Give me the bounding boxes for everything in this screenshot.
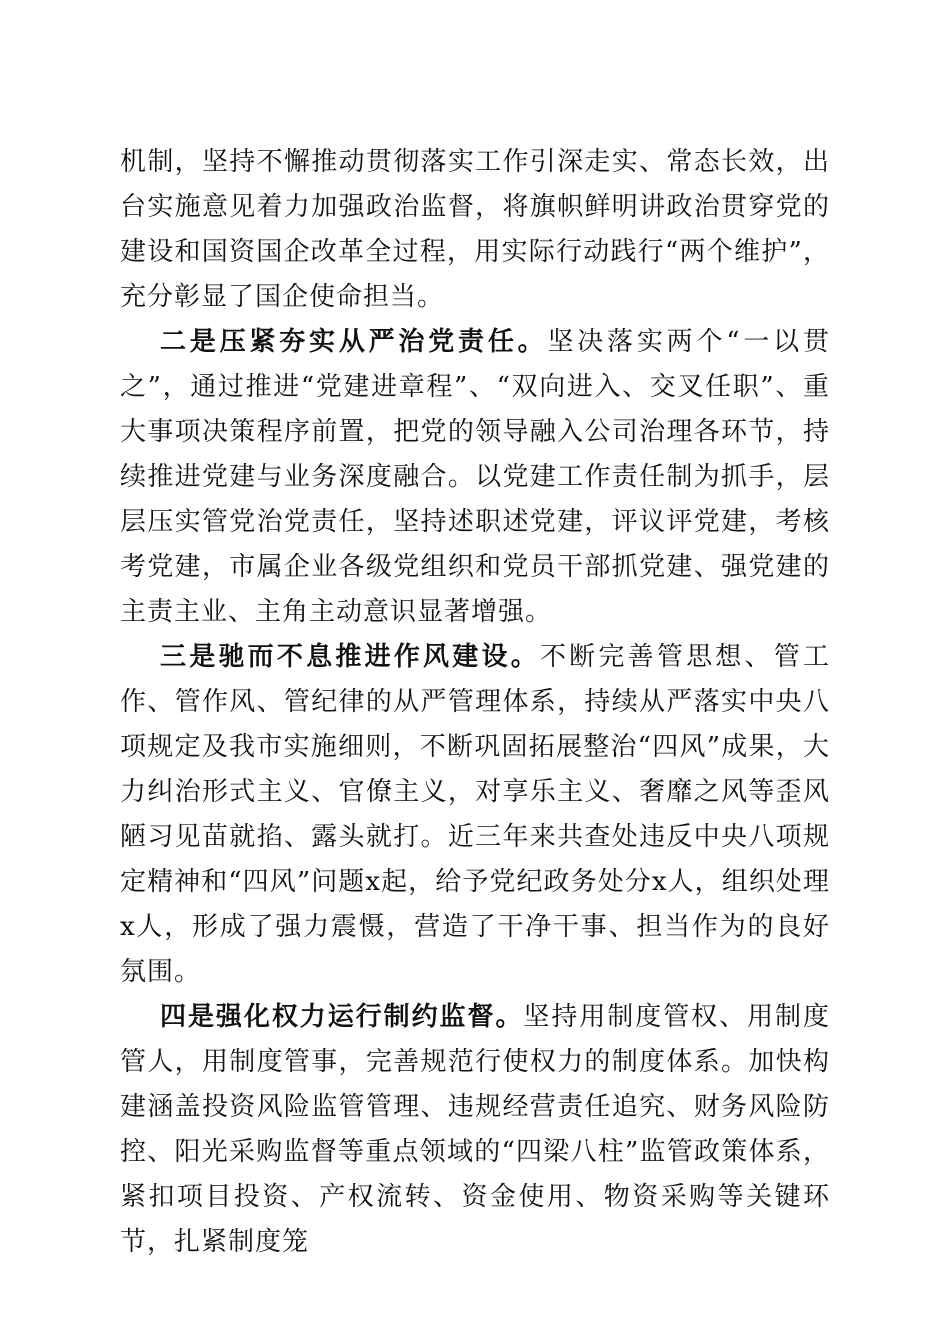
- paragraph-4-heading: 四是强化权力运行制约监督。: [160, 1002, 524, 1032]
- paragraph-1: [120, 140, 830, 320]
- paragraph-3: [120, 635, 830, 995]
- paragraph-2: [120, 320, 830, 635]
- paragraph-2-text: 坚决落实两个“一以贯之”，通过推进“党建进章程”、“双向进入、交叉任职”、重大事项决策程序前置，把党的领导融入公司治理各环节，持续推进党建与业务深度融合。以党建工作责任制为抓手，层层压实管党治党责任，坚持述职述党建，评议评党建，考核考党建，市属企业各级党组织和党员干部抓党建、强党建的主责主业、主角主动意识显著增强。: [120, 327, 830, 627]
- paragraph-2-heading: 二是压紧夯实从严治党责任。: [160, 327, 548, 357]
- paragraph-1-text: 机制，坚持不懈推动贯彻落实工作引深走实、常态长效，出台实施意见着力加强政治监督，将旗帜鲜明讲政治贯穿党的建设和国资国企改革全过程，用实际行动践行“两个维护”，充分彰显了国企使命担当。: [120, 147, 830, 312]
- paragraph-4-text: 坚持用制度管权、用制度管人，用制度管事，完善规范行使权力的制度体系。加快构建涵盖投资风险监管管理、违规经营责任追究、财务风险防控、阳光采购监督等重点领域的“四梁八柱”监管政策体系，紧扣项目投资、产权流转、资金使用、物资采购等关键环节，扎紧制度笼: [120, 1002, 830, 1257]
- document-page: [120, 140, 830, 1265]
- paragraph-3-text: 不断完善管思想、管工作、管作风、管纪律的从严管理体系，持续从严落实中央八项规定及我市实施细则，不断巩固拓展整治“四风”成果，大力纠治形式主义、官僚主义，对享乐主义、奢靡之风等歪风陋习见苗就掐、露头就打。近三年来共查处违反中央八项规定精神和“四风”问题x起，给予党纪政务处分x人，组织处理x人，形成了强力震慑，营造了干净干事、担当作为的良好氛围。: [120, 642, 830, 987]
- paragraph-4: [120, 995, 830, 1265]
- paragraph-3-heading: 三是驰而不息推进作风建设。: [160, 642, 540, 672]
